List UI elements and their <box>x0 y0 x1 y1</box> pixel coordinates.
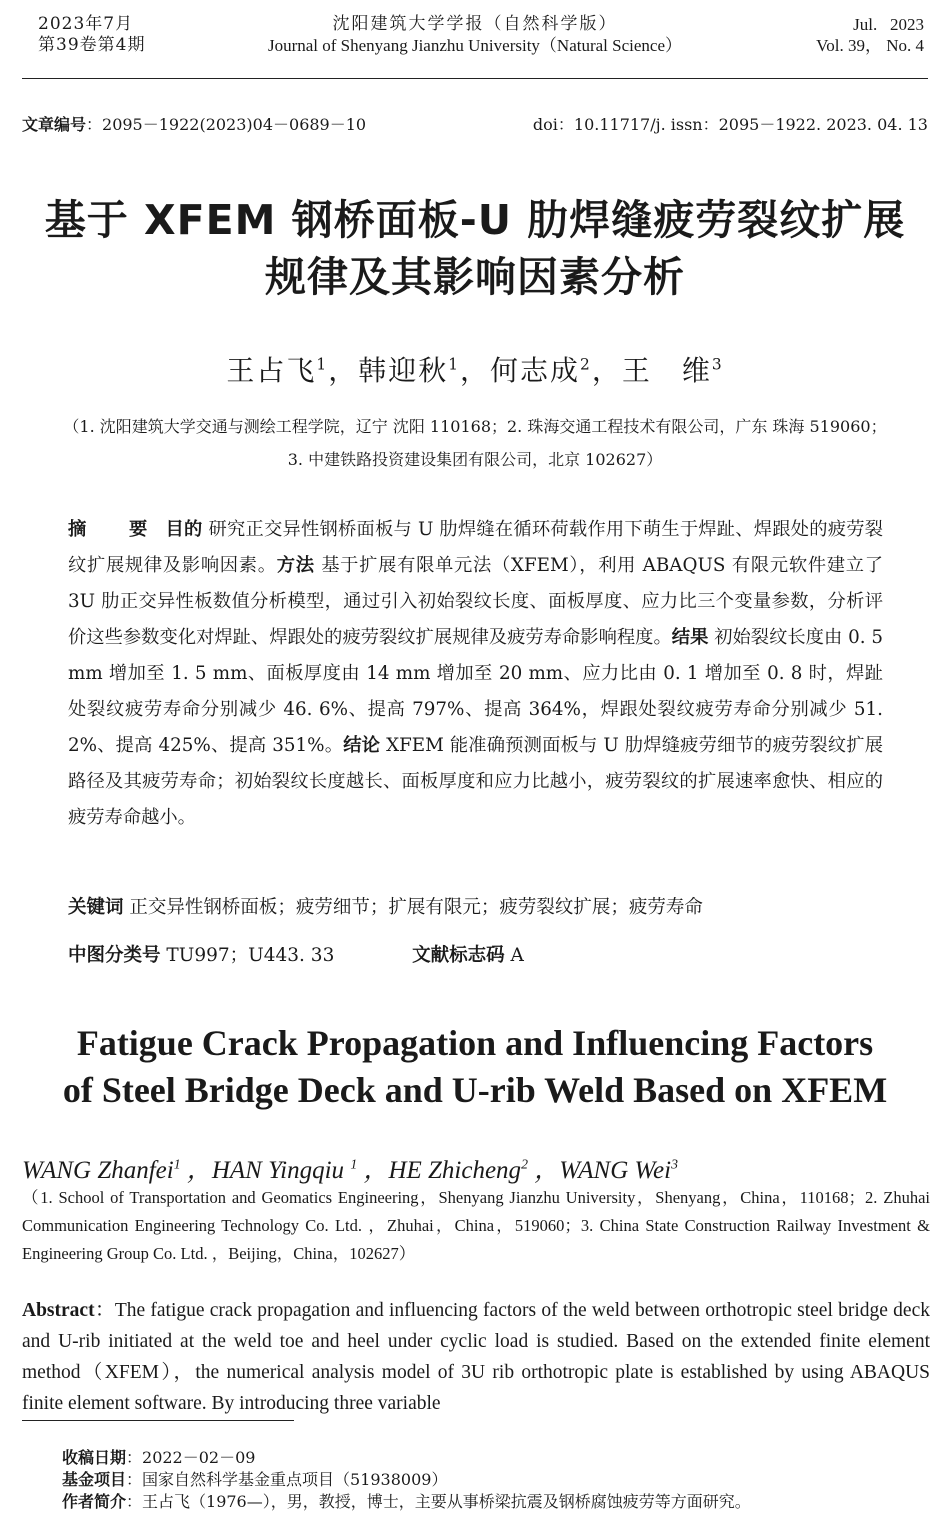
title-en-line-2: of Steel Bridge Deck and U-rib Weld Based on XFEM <box>62 1070 888 1110</box>
classification <box>68 941 524 967</box>
abstract-en-text: ：The fatigue crack propagation and influencing factors of the weld between orthotropic steel bridge deck and U-rib initiated at the weld toe and heel under cyclic load is studied. Based on the extended finite element method（XFEM），the numerical analysis model of 3U rib orthotropic plate is established by using ABAQUS finite element software. By introducing three variable <box>22 1300 930 1414</box>
author-cn: ，韩迎秋$^1$ <box>328 354 460 387</box>
keywords-label: 关键词 <box>68 897 124 918</box>
title-cn-line-2: 规律及其影响因素分析 <box>265 253 685 301</box>
title-cn-line-1: 基于 XFEM 钢桥面板-U 肋焊缝疲劳裂纹扩展 <box>44 196 906 244</box>
abstract-cn <box>68 512 883 836</box>
abstract-en <box>22 1295 930 1419</box>
article-number-value: ：2095－1922(2023)04－0689－10 <box>86 115 367 134</box>
abstract-en-label: Abstract <box>22 1300 95 1321</box>
author-cn: ，王 维$^3$ <box>591 354 724 387</box>
doi: doi：10.11717/j. issn：2095－1922. 2023. 04. 13 <box>532 115 928 134</box>
affiliations-en: （1. School of Transportation and Geomatics Engineering，Shenyang Jianzhu University，Shenyang，China，110168；2. Zhuhai Communication Engineering Technology Co. Ltd. ，Zhuhai，China，519060；3. China State Construction Railway Investment & Engineering Group Co. Ltd. ，Beijing，China，102627） <box>22 1188 930 1263</box>
volume-cn: 第39卷第4期 <box>38 35 146 55</box>
conclusion-text: XFEM 能准确预测面板与 U 肋焊缝疲劳细节的疲劳裂纹扩展路径及其疲劳寿命；初始裂纹长度越长、面板厚度和应力比越小，疲劳裂纹的扩展速率愈快、相应的疲劳寿命越小。 <box>68 735 883 828</box>
fund-project: 基金项目：国家自然科学基金重点项目（51938009） <box>62 1470 448 1489</box>
method-text: 基于扩展有限单元法（XFEM），利用 ABAQUS 有限元软件建立了 3U 肋正交异性板数值分析模型，通过引入初始裂纹长度、面板厚度、应力比三个变量参数，分析评价这些参数变化对焊趾、焊跟处的疲劳裂纹扩展规律及疲劳寿命影响程度。 <box>68 555 884 648</box>
header-divider <box>22 78 928 79</box>
footnotes <box>62 1447 751 1513</box>
journal-name-cn: 沈阳建筑大学学报（自然科学版） <box>332 14 618 34</box>
author-en: ，WANG Wei$^3$ <box>527 1156 678 1184</box>
authors-cn <box>0 349 950 389</box>
purpose-text: 研究正交异性钢桥面板与 U 肋焊缝在循环荷载作用下萌生于焊趾、焊跟处的疲劳裂纹扩展规律及影响因素。 <box>68 519 884 576</box>
clc-value: TU997；U443. 33 <box>160 945 335 966</box>
affiliation-cn-line-2: 3. 中建铁路投资建设集团有限公司，北京 102627） <box>287 450 663 469</box>
footnote-divider <box>22 1420 294 1421</box>
purpose-label: 目的 <box>165 519 203 540</box>
doc-code-value: A <box>504 945 524 966</box>
clc-label: 中图分类号 <box>68 945 161 966</box>
keywords <box>68 893 703 919</box>
article-number-label: 文章编号 <box>22 115 87 134</box>
author-en: WANG Zhanfei$^1$ <box>22 1156 181 1184</box>
authors-en <box>22 1150 678 1186</box>
method-label: 方法 <box>276 555 315 576</box>
received-date: 收稿日期：2022－02－09 <box>62 1448 256 1467</box>
issue-date-cn: 2023年7月 <box>38 14 134 34</box>
author-cn: ，何志成$^2$ <box>460 354 592 387</box>
author-en: ，HE Zhicheng$^2$ <box>357 1156 528 1184</box>
keywords-text: 正交异性钢桥面板；疲劳细节；扩展有限元；疲劳裂纹扩展；疲劳寿命 <box>123 897 703 918</box>
author-cn: 王占飞$^1$ <box>226 354 329 387</box>
conclusion-label: 结论 <box>343 735 381 756</box>
volume-en: Vol. 39， No. 4 <box>816 36 924 55</box>
title-en <box>0 1020 950 1114</box>
author-bio: 作者简介：王占飞（1976—），男，教授，博士，主要从事桥梁抗震及钢桥腐蚀疲劳等方面研究。 <box>62 1492 751 1511</box>
title-cn <box>0 192 950 306</box>
result-text: 初始裂纹长度由 0. 5 mm 增加至 1. 5 mm、面板厚度由 14 mm 增加至 20 mm、应力比由 0. 1 增加至 0. 8 时，焊趾处裂纹疲劳寿命分别减少 46. 6%、提高 797%、提高 364%，焊跟处裂纹疲劳寿命分别减少 51. 2%、提高 425%、提高 351%。 <box>68 627 883 756</box>
affiliation-cn-line-1: （1. 沈阳建筑大学交通与测绘工程学院，辽宁 沈阳 110168；2. 珠海交通工程技术有限公司，广东 珠海 519060； <box>63 417 887 436</box>
journal-name-en: Journal of Shenyang Jianzhu University（Natural Science） <box>267 36 683 55</box>
abstract-cn-heading: 摘 要 <box>68 519 160 540</box>
issue-date-en: Jul. 2023 <box>853 15 924 34</box>
article-number <box>22 112 366 135</box>
header-right <box>816 14 924 56</box>
doc-code-label: 文献标志码 <box>412 945 505 966</box>
title-en-line-1: Fatigue Crack Propagation and Influencing Factors <box>76 1023 874 1063</box>
affiliations-cn <box>0 410 950 476</box>
author-en: ，HAN Yingqiu $^1$ <box>180 1156 358 1184</box>
result-label: 结果 <box>671 627 709 648</box>
header-journal <box>0 14 950 56</box>
